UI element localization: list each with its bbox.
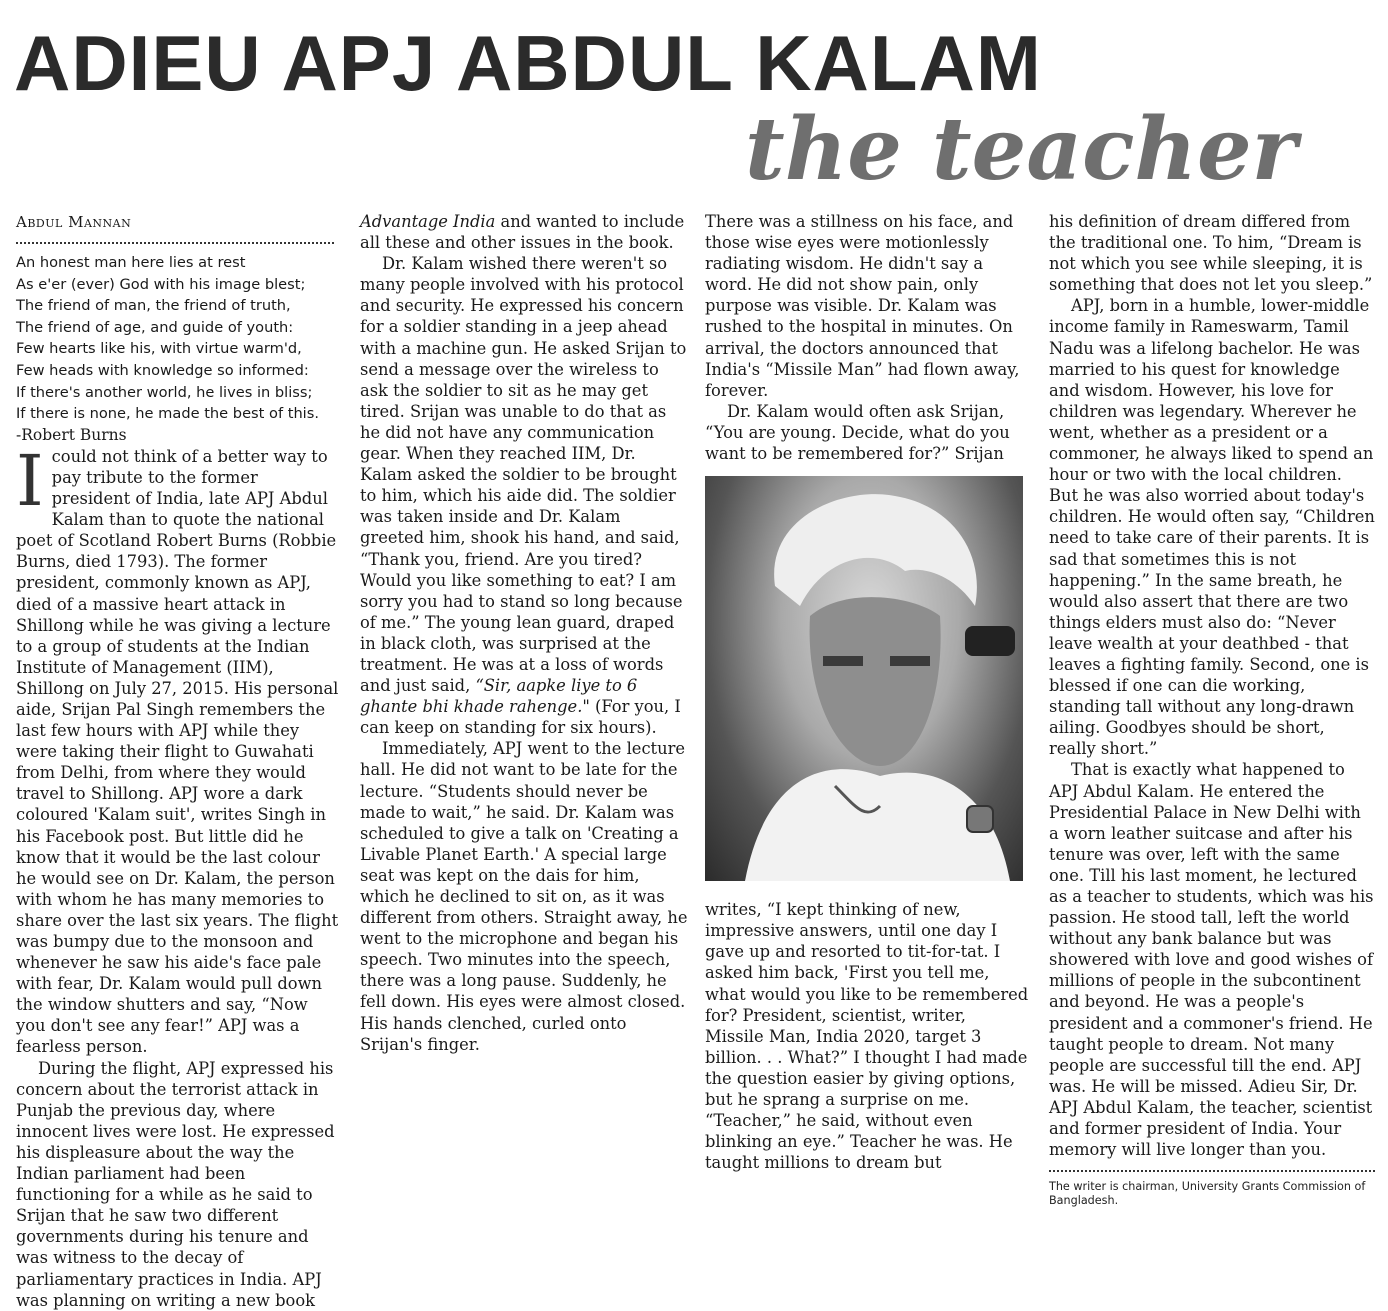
paragraph: Advantage India and wanted to include all these and other issues in the book.: [360, 212, 685, 253]
portrait-photo: [705, 476, 1023, 881]
book-title: Advantage India: [360, 212, 496, 231]
poem-line: If there is none, he made the best of this.: [16, 405, 319, 423]
paragraph: writes, “I kept thinking of new, impressive answers, until one day I gave up and resorted to tit-for-tat. I asked him back, 'First you tell me, what would you like to be remembered for? President, scientist, writer, Missile Man, India 2020, target 3 billion. . . What?” I thought I had made the question easier by giving options, but he sprang a surprise on me. “Teacher,” he said, without even blinking an eye.” Teacher he was. He taught millions to dream but: [705, 900, 1029, 1173]
paragraph: Icould not think of a better way to pay tribute to the former president of India, late APJ Abdul Kalam than to quote the national poet of Scotland Robert Burns (Robbie Burns, died 1793). The former president, commonly known as APJ, died of a massive heart attack in Shillong while he was giving a lecture to a group of students at the Indian Institute of Management (IIM), Shillong on July 27, 2015. His personal aide, Srijan Pal Singh remembers the last few hours with APJ while they were taking their flight to Guwahati from Delhi, from where they would travel to Shillong. APJ wore a dark coloured 'Kalam suit', writes Singh in his Facebook post. But little did he know that it would be the last colour he would see on Dr. Kalam, the person with whom he has many memories to share over the last six years. The flight was bumpy due to the monsoon and whenever he saw his aide's face pale with fear, Dr. Kalam would pull down the window shutters and say, “Now you don't see any fear!” APJ was a fearless person.: [16, 439, 339, 1057]
paragraph: During the flight, APJ expressed his concern about the terrorist attack in Punjab the previous day, where innocent lives were lost. He expressed his displeasure about the way the Indian parliament had been functioning for a while as he said to Srijan that he saw two different governments during his tenure and was witness to the decay of parliamentary practices in India. APJ was planning on writing a new book: [16, 1058, 335, 1310]
column-3: [705, 211, 1029, 1173]
poem: [16, 252, 341, 425]
author-footnote: The writer is chairman, University Grants Commission of Bangladesh.: [1049, 1170, 1375, 1208]
poem-line: The friend of man, the friend of truth,: [16, 297, 291, 315]
poem-line: As e'er (ever) God with his image blest;: [16, 275, 306, 293]
paragraph: Dr. Kalam wished there weren't so many people involved with his protocol and security. He expressed his concern for a soldier standing in a jeep ahead with a machine gun. He asked Srijan to send a message over the wireless to ask the soldier to sit as he may get tired. Srijan was unable to do that as he did not have any communication gear. When they reached IIM, Dr. Kalam asked the soldier to be brought to him, which his aide did. The soldier was taken inside and Dr. Kalam greeted him, shook his hand, and said, “Thank you, friend. Are you tired? Would you like something to eat? I am sorry you had to stand so long because of me.” The young lean guard, draped in black cloth, was surprised at the treatment. He was at a loss of words and just said, “Sir, aapke liye to 6 ghante bhi khade rahenge." (For you, I can keep on standing for six hours).: [360, 254, 687, 738]
author-byline: Abdul Mannan: [16, 213, 132, 231]
column-1: [16, 212, 341, 1311]
poem-line: The friend of age, and guide of youth:: [16, 318, 294, 336]
drop-cap: I: [16, 439, 44, 522]
poem-line: If there's another world, he lives in bliss;: [16, 383, 313, 401]
portrait-illustration: [705, 476, 1023, 881]
poem-line: Few heads with knowledge so informed:: [16, 361, 309, 379]
column-2: [360, 211, 688, 1055]
headline: ADIEU APJ ABDUL KALAM: [14, 19, 1042, 107]
paragraph: That is exactly what happened to APJ Abdul Kalam. He entered the Presidential Palace in New Delhi with a worn leather suitcase and after his tenure was over, left with the same one. Till his last moment, he lectured as a teacher to students, which was his passion. He stood tall, left the world without any bank balance but was showered with love and good wishes of millions of people in the subcontinent and beyond. He was a people's president and a commoner's friend. He taught people to dream. Not many people are successful till the end. APJ was. He will be missed. Adieu Sir, Dr. APJ Abdul Kalam, the teacher, scientist and former president of India. Your memory will live longer than you.: [1049, 760, 1374, 1160]
poem-line: An honest man here lies at rest: [16, 254, 246, 271]
column-4: [1049, 211, 1375, 1208]
paragraph: Immediately, APJ went to the lecture hall. He did not want to be late for the lecture. “Students should never be made to wait,” he said. Dr. Kalam was scheduled to give a talk on 'Creating a Livable Planet Earth.' A special large seat was kept on the dais for him, which he declined to sit on, as it was different from others. Straight away, he went to the microphone and began his speech. Two minutes into the speech, there was a long pause. Suddenly, he fell down. His eyes were almost closed. His hands clenched, curled onto Srijan's finger.: [360, 739, 688, 1054]
paragraph: There was a stillness on his face, and those wise eyes were motionlessly radiating wisdom. He didn't say a word. He did not show pain, only purpose was visible. Dr. Kalam was rushed to the hospital in minutes. On arrival, the doctors announced that India's “Missile Man” had flown away, forever.: [705, 212, 1020, 400]
poem-line: Few hearts like his, with virtue warm'd,: [16, 340, 302, 358]
paragraph: APJ, born in a humble, lower-middle income family in Rameswarm, Tamil Nadu was a lifelong bachelor. He was married to his quest for knowledge and wisdom. However, his love for children was legendary. Wherever he went, whether as a president or a commoner, he always liked to spend an hour or two with the local children. But he was also worried about today's children. He would often say, “Children need to take care of their parents. It is sad that sometimes this is not happening.” In the same breath, he would also assert that there are two things elders must also do: “Never leave wealth at your deathbed - that leaves a fighting family. Second, one is blessed if one can die working, standing tall without any long-drawn ailing. Goodbyes should be short, really short.”: [1049, 296, 1375, 759]
poem-attribution: -Robert Burns: [16, 425, 127, 444]
subheadline: the teacher: [745, 99, 1297, 200]
hindi-quote: “Sir, aapke liye to 6 ghante bhi khade rahenge.: [360, 676, 638, 717]
dotted-divider: [16, 242, 334, 244]
paragraph: Dr. Kalam would often ask Srijan, “You are young. Decide, what do you want to be remembered for?” Srijan: [705, 401, 1010, 464]
paragraph: his definition of dream differed from the traditional one. To him, “Dream is not which you see while sleeping, it is something that does not let you sleep.”: [1049, 212, 1373, 295]
